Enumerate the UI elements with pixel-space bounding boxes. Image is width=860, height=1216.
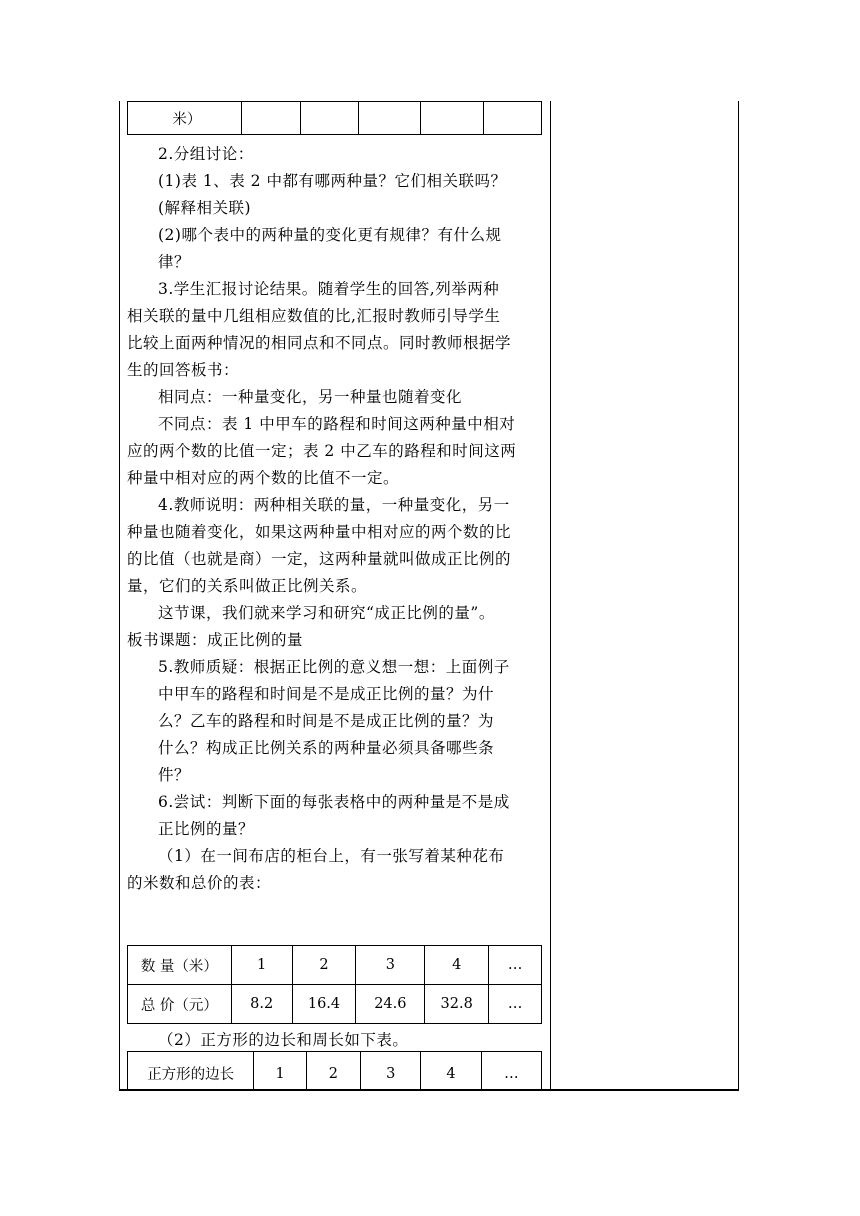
text-line: 2.分组讨论： — [158, 145, 254, 163]
text-line: 生的回答板书： — [127, 361, 240, 379]
table-cell — [358, 102, 421, 135]
text-line: 应的两个数的比值一定；表 2 中乙车的路程和时间这两 — [127, 442, 517, 460]
table-cell: 4 — [425, 946, 489, 985]
top-table — [127, 101, 542, 135]
square-table-clip — [127, 1051, 547, 1089]
table-row — [128, 102, 542, 135]
text-line: 3.学生汇报讨论结果。随着学生的回答,列举两种 — [158, 280, 500, 298]
text-line: 种量中相对应的两个数的比值不一定。 — [127, 469, 400, 487]
table-cell — [483, 102, 541, 135]
text-line: 种量也随着变化，如果这两种量中相对应的两个数的比 — [127, 523, 512, 541]
text-line: (1)表 1、表 2 中都有哪两种量？它们相关联吗？ — [158, 172, 507, 190]
text-line: 6.尝试：判断下面的每张表格中的两种量是不是成 — [158, 793, 510, 811]
table-cell: … — [481, 1052, 541, 1090]
text-line: 5.教师质疑：根据正比例的意义想一想：上面例子 — [158, 658, 510, 676]
table-cell — [300, 102, 358, 135]
table-row — [128, 985, 542, 1024]
table-cell: 24.6 — [356, 985, 425, 1024]
frame-bottom-border — [119, 1089, 739, 1091]
table-cell: 正方形的边长 — [128, 1052, 254, 1090]
table-cell — [242, 102, 300, 135]
text-line: 不同点：表 1 中甲车的路程和时间这两种量中相对 — [158, 415, 516, 433]
table-row — [128, 946, 542, 985]
text-line: (2)哪个表中的两种量的变化更有规律？有什么规 — [158, 226, 502, 244]
text-line: 的米数和总价的表： — [127, 874, 272, 892]
text-line: （1）在一间布店的柜台上，有一张写着某种花布 — [158, 847, 505, 865]
text-line: 板书课题：成正比例的量 — [127, 631, 304, 649]
frame-right-border — [738, 101, 739, 1091]
table-cell: 3 — [356, 946, 425, 985]
text-line: (解释相关联) — [158, 199, 252, 217]
text-line: 中甲车的路程和时间是不是成正比例的量？为什 — [158, 685, 495, 703]
table-cell — [421, 102, 484, 135]
text-line: 件？ — [158, 766, 191, 784]
table-cell: 32.8 — [425, 985, 489, 1024]
table-cell: 数 量（米） — [128, 946, 232, 985]
table-cell: 2 — [292, 946, 356, 985]
table-cell: … — [489, 946, 542, 985]
frame-middle-border — [550, 101, 551, 1091]
text-line: 量，它们的关系叫做正比例关系。 — [127, 577, 368, 595]
table-cell: 8.2 — [231, 985, 292, 1024]
table-cell: 2 — [306, 1052, 360, 1090]
text-line: 这节课，我们就来学习和研究“成正比例的量”。 — [158, 604, 495, 622]
table-cell: 1 — [254, 1052, 306, 1090]
table-cell: 1 — [231, 946, 292, 985]
text-line: 什么？构成正比例关系的两种量必须具备哪些条 — [158, 739, 495, 757]
text-line: 的比值（也就是商）一定，这两种量就叫做成正比例的 — [127, 550, 512, 568]
text-line: 比较上面两种情况的相同点和不同点。同时教师根据学 — [127, 334, 512, 352]
text-line: 相关联的量中几组相应数值的比,汇报时教师引导学生 — [127, 307, 501, 325]
cloth-price-table — [127, 945, 542, 1024]
lesson-text — [127, 141, 547, 897]
text-line: 正比例的量？ — [158, 820, 255, 838]
table-cell: 4 — [421, 1052, 481, 1090]
text-line: 4.教师说明：两种相关联的量，一种量变化，另一 — [158, 496, 510, 514]
text-line: 相同点：一种量变化，另一种量也随着变化 — [158, 388, 463, 406]
text-line: 么？乙车的路程和时间是不是成正比例的量？为 — [158, 712, 495, 730]
table-cell: 16.4 — [292, 985, 356, 1024]
table-cell: … — [489, 985, 542, 1024]
square-table — [127, 1051, 542, 1089]
text-line: （2）正方形的边长和周长如下表。 — [158, 1031, 409, 1049]
text-line: 律？ — [158, 253, 191, 271]
frame-left-border — [119, 101, 120, 1091]
lesson-text-2 — [127, 1027, 547, 1054]
table-row — [128, 1052, 542, 1090]
table-cell: 总 价（元） — [128, 985, 232, 1024]
table-cell: 3 — [361, 1052, 421, 1090]
table-cell: 米） — [128, 102, 242, 135]
